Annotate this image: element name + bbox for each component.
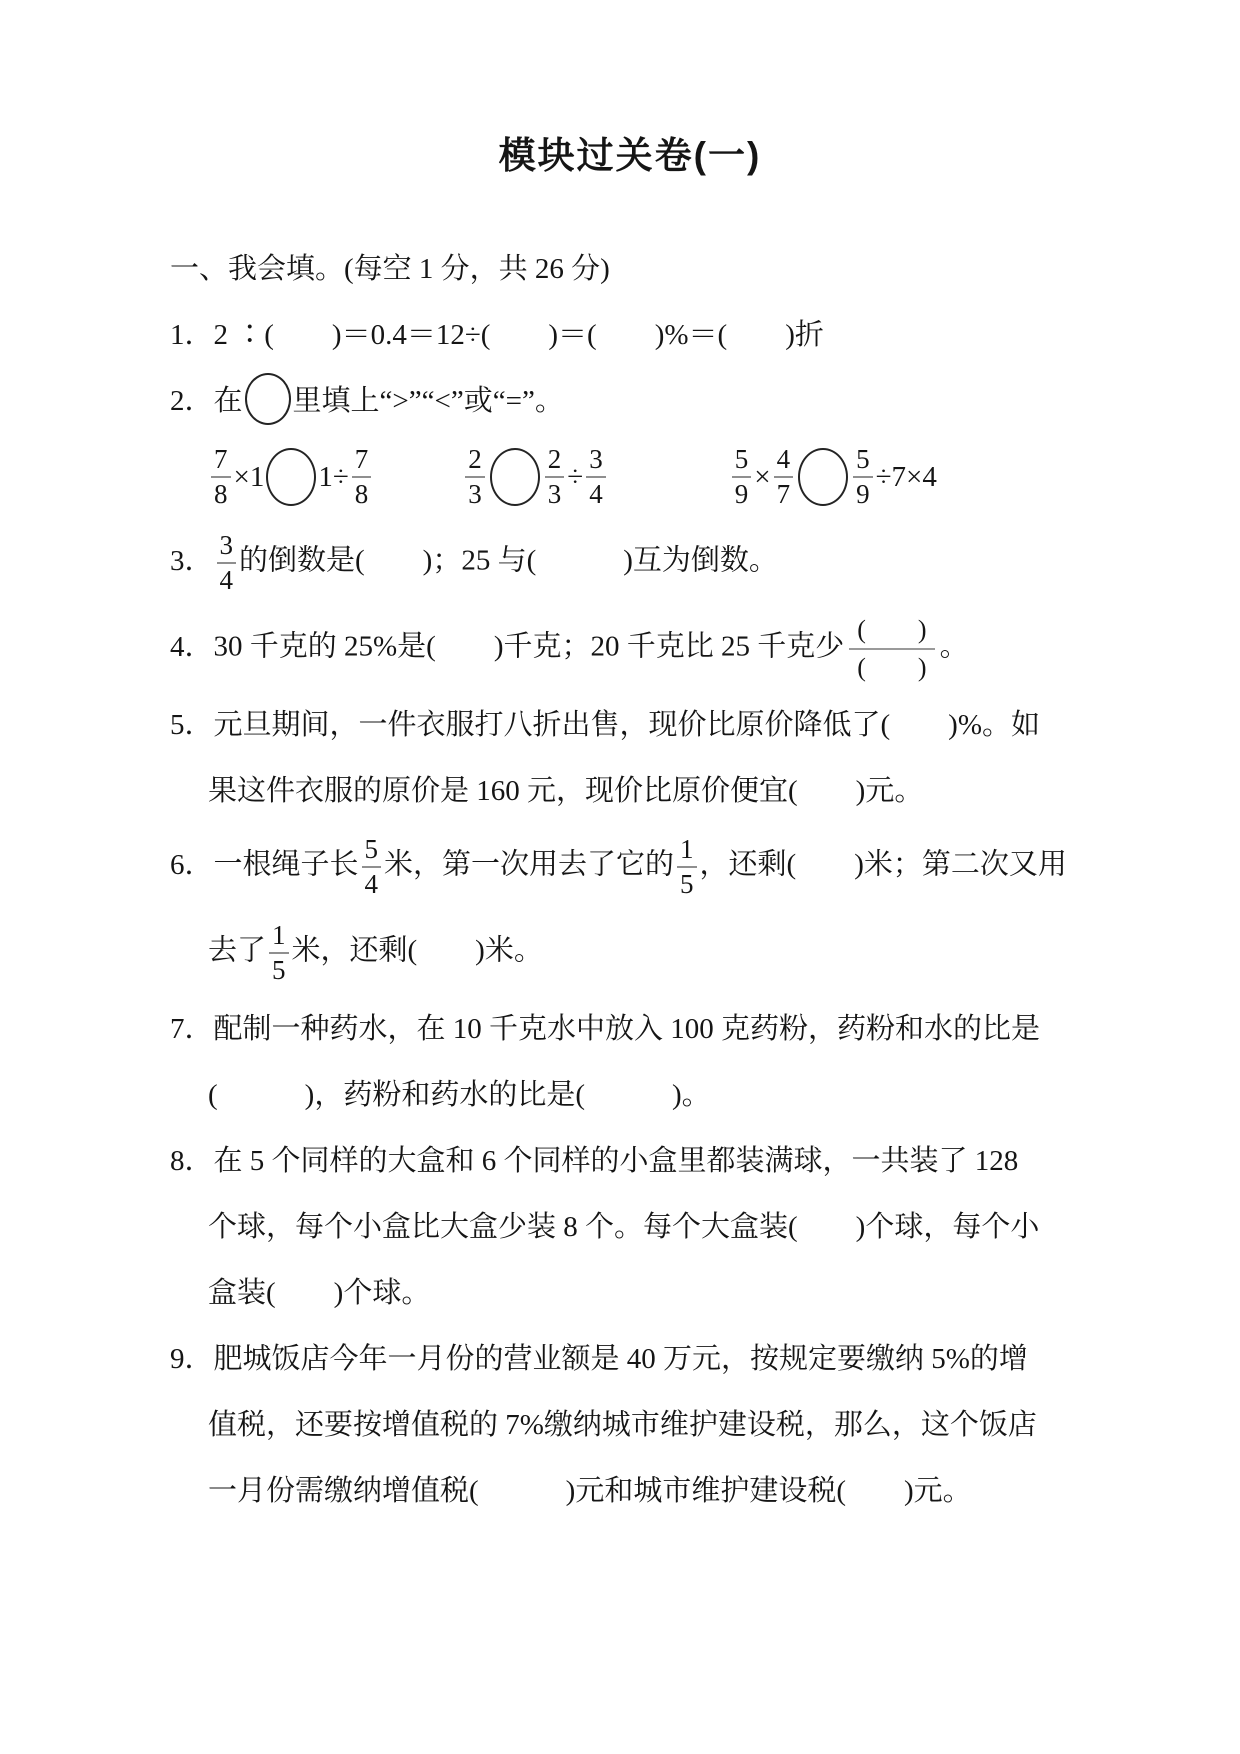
fraction-denominator: 9 [734,479,749,509]
fraction-denominator: 5 [680,869,694,899]
fraction-numerator: 2 [465,443,485,478]
section-heading: 一、我会填。(每空 1 分，共 26 分) [170,253,610,285]
question-6-text-pre: 一根绳子长 [213,848,359,881]
question-9-line-3 [208,1458,1090,1524]
fraction-denominator: 4 [219,565,234,595]
question-1 [170,302,1090,368]
question-1-text: 2 ∶( )＝0.4＝12÷( )＝( )%＝( )折 [213,319,824,351]
question-5 [170,692,1090,824]
page-title: 模块过关卷(一) [498,135,762,176]
fraction-numerator: 1 [269,919,289,954]
question-4-text-pre: 30 千克的 25%是( )千克；20 千克比 25 千克少 [213,630,845,663]
fraction [545,443,565,511]
question-2-line-1 [170,368,1090,434]
fraction-numerator: 7 [211,443,231,478]
fraction-numerator: 5 [362,833,382,868]
fraction-numerator: 5 [732,443,752,478]
compare-item-1 [208,434,374,520]
fraction-numerator: 5 [853,443,873,478]
question-2-compare-row [208,434,1090,520]
question-3-text: 的倒数是( )；25 与( )互为倒数。 [239,544,778,577]
question-7-text-line-1: 配制一种药水，在 10 千克水中放入 100 克药粉，药粉和水的比是 [213,1013,1041,1045]
fraction-numerator: 4 [774,443,794,478]
question-9-text-line-3: 一月份需缴纳增值税( )元和城市维护建设税( )元。 [208,1475,972,1507]
question-8 [170,1128,1090,1326]
fraction [211,443,231,511]
question-7-number: 7． [170,1013,214,1045]
operator: ×1 [233,461,265,493]
question-3-number: 3． [170,544,214,577]
operator: ÷7×4 [875,461,937,493]
question-6-text-post: ，还剩( )米；第二次又用 [699,848,1067,881]
fraction [677,833,697,901]
fraction-denominator: 8 [214,479,228,509]
question-9-text-line-1: 肥城饭店今年一月份的营业额是 40 万元，按规定要缴纳 5%的增 [213,1343,1028,1375]
compare-circle-icon [266,448,316,506]
fraction [586,443,606,511]
fraction-denominator: 4 [589,479,603,509]
question-8-number: 8． [170,1145,214,1177]
fraction-denominator: 4 [364,869,379,899]
question-7-text-line-2: ( )，药粉和药水的比是( )。 [208,1079,711,1111]
question-5-number: 5． [170,709,214,741]
fraction-numerator: 3 [217,529,237,564]
fraction-denominator: 3 [547,479,562,509]
fraction [732,443,752,511]
question-6-text2-post: 米，还剩( )米。 [291,934,543,967]
question-6-text-mid: 米，第一次用去了它的 [384,848,675,881]
fraction [362,833,382,901]
fraction-denominator: 7 [776,479,791,509]
fraction-denominator: 9 [856,479,870,509]
blank-fraction-denominator: ( ) [857,653,927,682]
question-7 [170,996,1090,1128]
question-8-text-line-1: 在 5 个同样的大盒和 6 个同样的小盒里都装满球，一共装了 128 [213,1145,1019,1177]
question-2-text-post: 里填上“>”“<”或“=”。 [292,385,564,417]
question-9-line-2 [208,1392,1090,1458]
fraction-denominator: 5 [272,955,286,985]
question-8-line-1 [170,1128,1090,1194]
blank-fraction [849,612,934,686]
question-4-number: 4． [170,630,214,663]
operator: × [754,461,771,493]
question-6-line-2 [208,910,1090,996]
question-6 [170,824,1090,996]
compare-item-3 [729,434,937,520]
question-2-number: 2． [170,385,214,417]
fraction [217,529,237,597]
question-6-text2-pre: 去了 [208,934,267,967]
question-7-line-1 [170,996,1090,1062]
fraction-numerator: 1 [677,833,697,868]
fraction-denominator: 3 [468,479,482,509]
question-5-line-1 [170,692,1090,758]
question-5-line-2 [208,758,1090,824]
question-9-number: 9． [170,1343,214,1375]
question-8-line-2 [208,1194,1090,1260]
question-8-text-line-3: 盒装( )个球。 [208,1277,431,1309]
question-8-line-3 [208,1260,1090,1326]
blank-fraction-numerator: ( ) [849,612,934,650]
compare-circle-icon [798,448,848,506]
question-3-line-1 [170,520,1090,606]
question-1-line-1 [170,302,1090,368]
question-8-text-line-2: 个球，每个小盒比大盒少装 8 个。每个大盒装( )个球，每个小 [208,1211,1040,1243]
fraction-denominator: 8 [354,479,369,509]
question-6-number: 6． [170,848,214,881]
operator: 1÷ [318,461,349,493]
fraction [465,443,485,511]
fraction-numerator: 3 [586,443,606,478]
question-9-text-line-2: 值税，还要按增值税的 7%缴纳城市维护建设税，那么，这个饭店 [208,1409,1037,1441]
question-6-line-1 [170,824,1090,910]
fraction [269,919,289,987]
question-5-text-line-2: 果这件衣服的原价是 160 元，现价比原价便宜( )元。 [208,775,924,807]
fraction [352,443,372,511]
question-3 [170,520,1090,606]
fraction [853,443,873,511]
question-2 [170,368,1090,520]
question-9 [170,1326,1090,1524]
question-5-text-line-1: 元旦期间，一件衣服打八折出售，现价比原价降低了( )%。如 [213,709,1040,741]
question-4 [170,606,1090,692]
question-2-text-pre: 在 [213,385,243,417]
compare-circle-icon [490,448,540,506]
fraction-numerator: 7 [352,443,372,478]
question-4-line-1 [170,606,1090,692]
question-9-line-1 [170,1326,1090,1392]
question-1-number: 1． [170,319,214,351]
question-7-line-2 [208,1062,1090,1128]
question-4-text-post: 。 [939,630,969,663]
operator: ÷ [567,461,584,493]
fraction [774,443,794,511]
fill-circle-icon [245,373,291,425]
fraction-numerator: 2 [545,443,565,478]
compare-item-2 [462,434,608,520]
